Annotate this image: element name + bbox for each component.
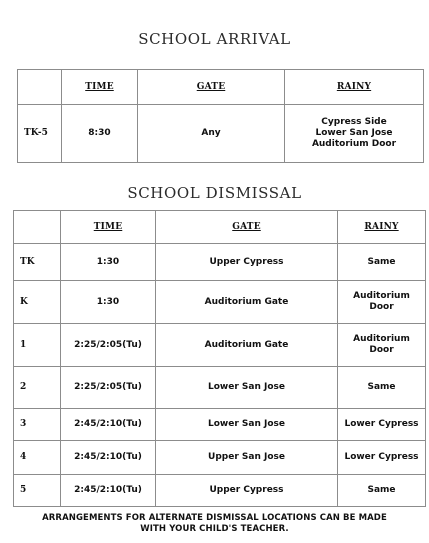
arrival-header-row <box>18 70 424 105</box>
table-row <box>14 475 426 507</box>
arrival-rainy <box>285 105 424 163</box>
dismissal-time: 1:30 <box>61 244 156 281</box>
dismissal-grade: 1 <box>14 324 61 367</box>
dismissal-table <box>13 210 426 507</box>
footer-note <box>20 513 409 535</box>
dismissal-rainy <box>338 367 426 409</box>
dismissal-time: 2:45/2:10(Tu) <box>61 441 156 475</box>
dismissal-gate: Upper Cypress <box>156 475 338 507</box>
dismissal-rainy-line: Same <box>367 485 396 495</box>
dismissal-grade: 2 <box>14 367 61 409</box>
arrival-rainy-line: Auditorium Door <box>311 139 397 149</box>
table-row <box>14 409 426 441</box>
dismissal-rainy <box>338 324 426 367</box>
dismissal-grade: 4 <box>14 441 61 475</box>
dismissal-rainy-line: Auditorium <box>353 291 410 301</box>
table-row <box>14 367 426 409</box>
dismissal-header-gate: GATE <box>156 211 338 244</box>
dismissal-title: SCHOOL DISMISSAL <box>127 184 302 202</box>
dismissal-rainy-line: Same <box>367 382 396 392</box>
table-row <box>14 244 426 281</box>
dismissal-time: 2:25/2:05(Tu) <box>61 324 156 367</box>
dismissal-gate: Auditorium Gate <box>156 324 338 367</box>
table-row <box>14 281 426 324</box>
dismissal-grade: K <box>14 281 61 324</box>
arrival-header-rainy: RAINY <box>285 70 424 105</box>
dismissal-time: 2:25/2:05(Tu) <box>61 367 156 409</box>
dismissal-rainy-line: Door <box>369 345 394 355</box>
dismissal-time: 2:45/2:10(Tu) <box>61 409 156 441</box>
dismissal-gate: Lower San Jose <box>156 409 338 441</box>
arrival-rainy-line: Lower San Jose <box>315 128 393 138</box>
dismissal-rainy-line: Lower Cypress <box>344 452 419 462</box>
dismissal-gate: Upper San Jose <box>156 441 338 475</box>
arrival-time: 8:30 <box>62 105 138 163</box>
footer-note-line: WITH YOUR CHILD'S TEACHER. <box>140 524 289 534</box>
dismissal-rainy <box>338 281 426 324</box>
dismissal-header-grade <box>14 211 61 244</box>
footer-note-line: ARRANGEMENTS FOR ALTERNATE DISMISSAL LOCATIONS CAN BE MADE <box>42 513 387 523</box>
dismissal-grade: 3 <box>14 409 61 441</box>
arrival-header-grade <box>18 70 62 105</box>
arrival-gate: Any <box>138 105 285 163</box>
dismissal-rainy-line: Lower Cypress <box>344 419 419 429</box>
dismissal-time: 2:45/2:10(Tu) <box>61 475 156 507</box>
dismissal-rainy <box>338 475 426 507</box>
table-row <box>14 441 426 475</box>
dismissal-header-time: TIME <box>61 211 156 244</box>
dismissal-rainy-line: Auditorium <box>353 334 410 344</box>
dismissal-gate: Upper Cypress <box>156 244 338 281</box>
arrival-rainy-line: Cypress Side <box>321 117 387 127</box>
dismissal-gate: Auditorium Gate <box>156 281 338 324</box>
dismissal-rainy-line: Same <box>367 256 396 267</box>
dismissal-grade: 5 <box>14 475 61 507</box>
dismissal-time: 1:30 <box>61 281 156 324</box>
table-row <box>14 324 426 367</box>
dismissal-rainy <box>338 244 426 281</box>
dismissal-gate: Lower San Jose <box>156 367 338 409</box>
dismissal-header-rainy: RAINY <box>338 211 426 244</box>
dismissal-grade: TK <box>14 244 61 281</box>
dismissal-rainy <box>338 441 426 475</box>
arrival-title: SCHOOL ARRIVAL <box>138 30 291 48</box>
arrival-row <box>18 105 424 163</box>
dismissal-rainy <box>338 409 426 441</box>
arrival-header-gate: GATE <box>138 70 285 105</box>
dismissal-header-row <box>14 211 426 244</box>
arrival-grade: TK-5 <box>18 105 62 163</box>
arrival-header-time: TIME <box>62 70 138 105</box>
dismissal-rainy-line: Door <box>369 302 394 312</box>
arrival-table <box>17 69 424 163</box>
